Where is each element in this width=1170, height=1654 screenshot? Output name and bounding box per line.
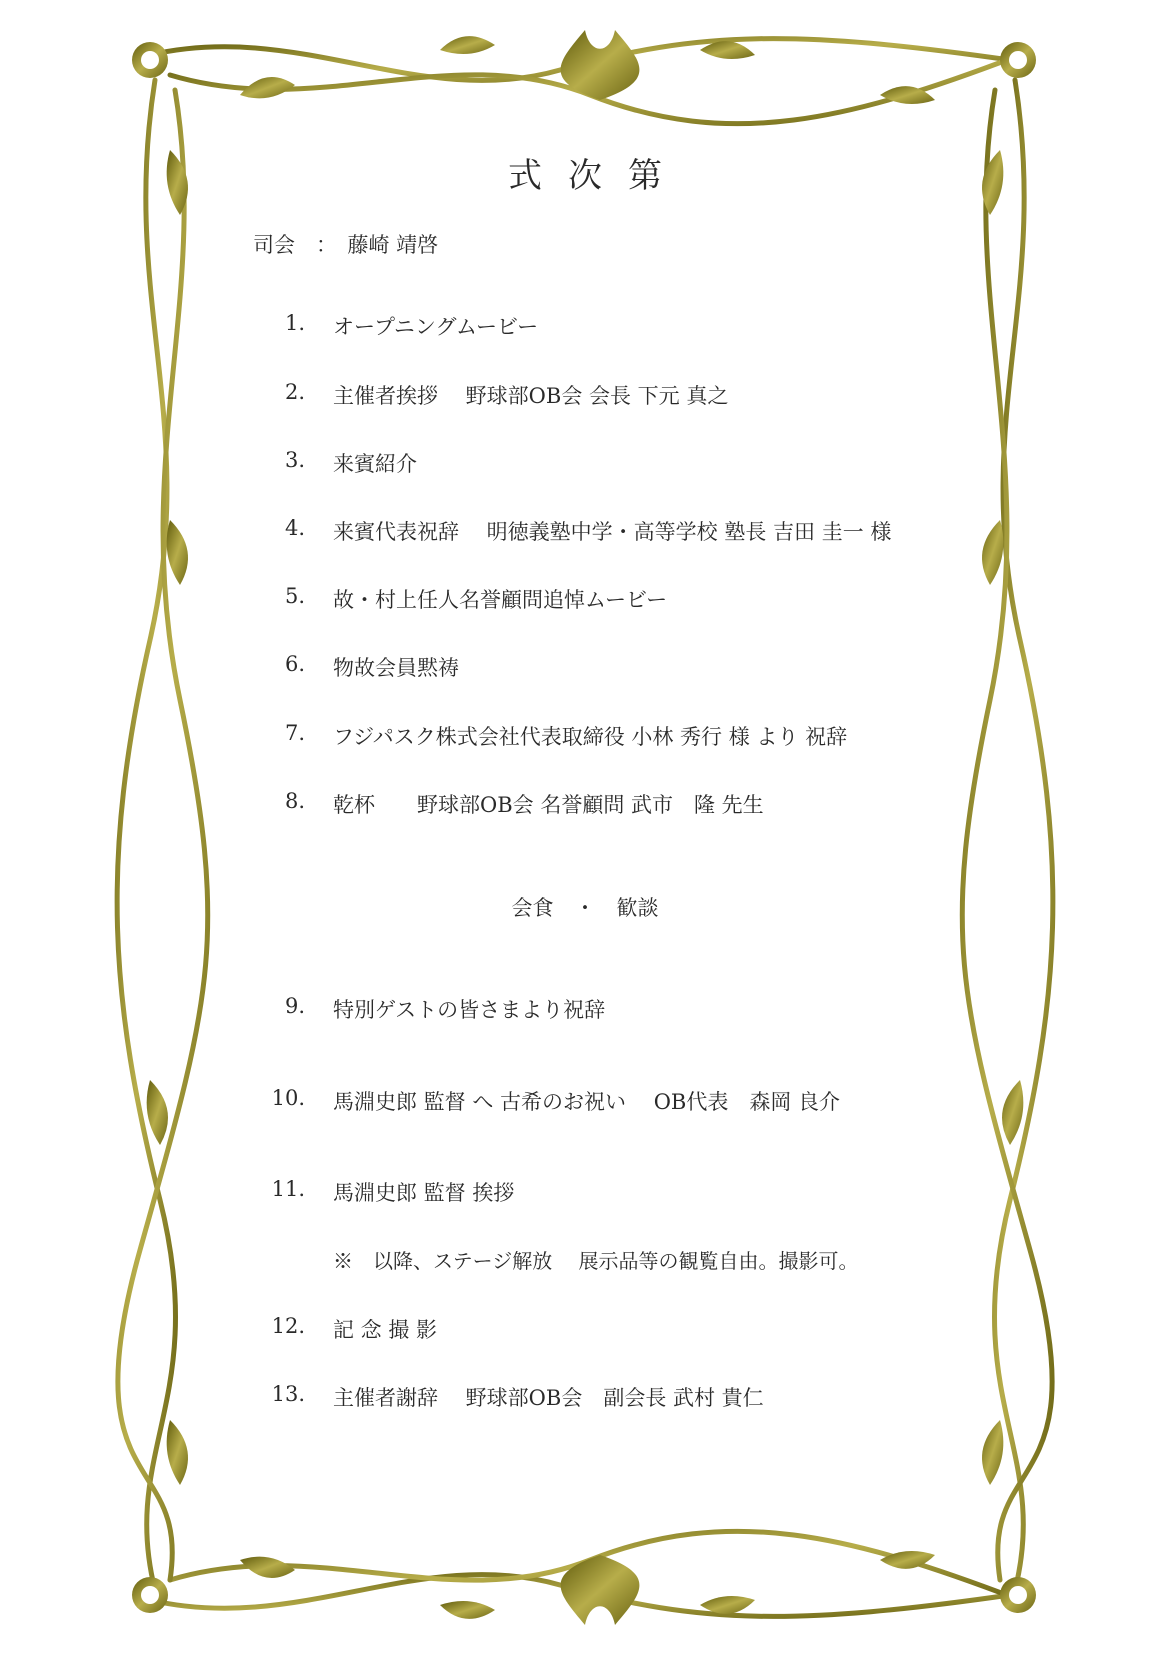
- item-text: 特別ゲストの皆さまより祝辞: [333, 998, 606, 1022]
- master-of-ceremonies: [253, 229, 438, 259]
- item-number: 3.: [284, 448, 305, 472]
- item-number: 11.: [271, 1177, 305, 1201]
- mc-label: 司会: [253, 233, 295, 257]
- item-text: 来賓代表祝辞 明徳義塾中学・高等学校 塾長 吉田 圭一 様: [333, 520, 892, 544]
- item-number: 12.: [271, 1314, 305, 1338]
- item-text: 物故会員黙祷: [333, 656, 459, 680]
- mc-separator: ：: [316, 233, 327, 257]
- item-number: 9.: [284, 994, 305, 1018]
- interlude-heading: 会食 ・ 歓談: [511, 896, 659, 920]
- item-number: 8.: [284, 789, 305, 813]
- item-text: 馬淵史郎 監督 へ 古希のお祝い OB代表 森岡 良介: [333, 1090, 841, 1114]
- item-number: 10.: [271, 1086, 305, 1110]
- item-text: フジパスク株式会社代表取締役 小林 秀行 様 より 祝辞: [333, 725, 848, 749]
- item-text: 来賓紹介: [333, 452, 417, 476]
- item-text: オープニングムービー: [333, 315, 539, 339]
- item-text: 主催者挨拶 野球部OB会 会長 下元 真之: [333, 384, 729, 408]
- item-number: 2.: [284, 380, 305, 404]
- item-number: 13.: [271, 1382, 305, 1406]
- item-text: 主催者謝辞 野球部OB会 副会長 武村 貴仁: [333, 1386, 764, 1410]
- stage-note: ※ 以降、ステージ解放 展示品等の観覧自由。撮影可。: [333, 1249, 859, 1273]
- item-number: 6.: [284, 652, 305, 676]
- item-number: 7.: [284, 721, 305, 745]
- item-text: 乾杯 野球部OB会 名誉顧問 武市 隆 先生: [333, 793, 764, 817]
- item-number: 5.: [284, 584, 305, 608]
- item-text: 馬淵史郎 監督 挨拶: [333, 1181, 515, 1205]
- item-text: 記 念 撮 影: [333, 1318, 438, 1342]
- page-title: 式次第: [508, 156, 688, 196]
- mc-name: 藤崎 靖啓: [347, 233, 439, 257]
- item-number: 1.: [284, 311, 305, 335]
- item-number: 4.: [284, 516, 305, 540]
- item-text: 故・村上任人名誉顧問追悼ムービー: [333, 588, 668, 612]
